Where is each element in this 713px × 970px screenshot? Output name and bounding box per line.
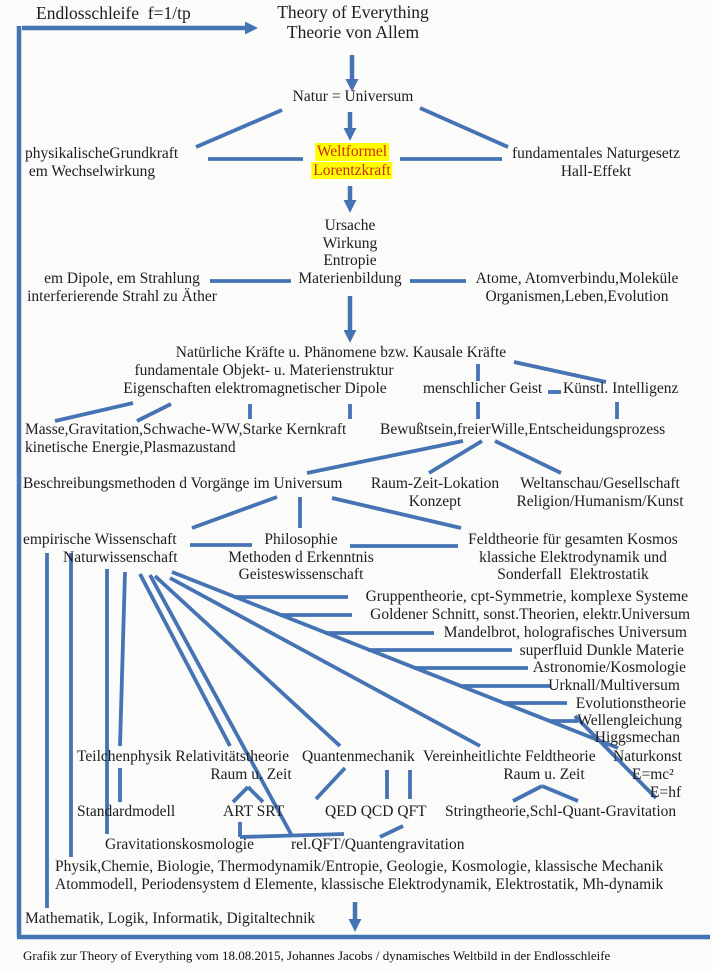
eigenschaften-dipole-line: Eigenschaften elektromagnetischer Dipole — [123, 380, 387, 397]
rel-qft-line: rel.QFT/Quantengravitation — [291, 836, 465, 853]
quantenmechanik — [302, 748, 415, 766]
raum-zeit-1-line: Raum u. Zeit — [210, 766, 292, 783]
theory-of-everything — [277, 3, 429, 42]
astronomie — [533, 659, 686, 677]
art-srt — [223, 803, 284, 821]
philosophie-line: Philosophie — [264, 531, 338, 548]
superfluid-line: superfluid Dunkle Materie — [519, 642, 684, 659]
physikalische-grundkraft — [25, 145, 178, 180]
endlosschleife-label-line: Endlosschleife f=1/tp — [36, 3, 191, 23]
feldtheorie-kosmos-line: klassiche Elektrodynamik und — [479, 548, 667, 566]
teilchenphysik-relativitaet-line: Teilchenphysik Relativitätstheorie — [77, 748, 289, 765]
raum-zeit-lokation-line: Raum-Zeit-Lokation — [370, 475, 500, 492]
weltformel-line: Lorentzkraft — [313, 161, 391, 179]
natur-universum-line: Natur = Universum — [292, 88, 414, 105]
e-mc2 — [632, 766, 674, 784]
philosophie-line: Geisteswissenschaft — [238, 566, 364, 583]
mandelbrot-line: Mandelbrot, holografisches Universum — [443, 624, 687, 641]
atome-evolution-line: Organismen,Leben,Evolution — [485, 287, 669, 305]
masse-gravitation — [25, 421, 346, 456]
caption: Grafik zur Theory of Everything vom 18.08.2015, Johannes Jacobs / dynamisches Weltbild in der Endlosschleife — [23, 948, 611, 963]
gruppentheorie-line: Gruppentheorie, cpt-Symmetrie, komplexe Systeme — [365, 588, 688, 605]
urknall-line: Urknall/Multiversum — [548, 677, 680, 694]
masse-gravitation-line: Masse,Gravitation,Schwache-WW,Starke Kernkraft — [25, 421, 347, 438]
theory-of-everything-line: Theorie von Allem — [286, 21, 420, 42]
physikalische-grundkraft-line: em Wechselwirkung — [25, 162, 156, 180]
beschreibungsmethoden — [23, 475, 342, 493]
dipole-strahlung-line: em Dipole, em Strahlung — [44, 270, 200, 287]
weltformel-line: Weltformel — [316, 143, 388, 160]
stringtheorie — [445, 803, 676, 821]
natur-universum — [293, 88, 414, 106]
feldtheorie-kosmos-line: Sonderfall Elektrostatik — [497, 566, 649, 583]
naturwissenschaft — [63, 549, 178, 567]
weltanschau — [516, 475, 683, 510]
teilchenphysik-relativitaet — [77, 748, 289, 766]
gruppentheorie — [366, 588, 688, 606]
ursache-kette-line: Ursache — [324, 217, 376, 234]
evolutionstheorie — [576, 695, 686, 713]
empirische-wissenschaft — [23, 531, 177, 549]
mathematik — [25, 910, 315, 928]
empirische-wissenschaft-line: empirische Wissenschaft — [23, 531, 177, 548]
gravitationskosmologie-line: Gravitationskosmologie — [105, 836, 254, 853]
menschlicher-geist — [423, 380, 542, 398]
naturwissenschaft-line: Naturwissenschaft — [63, 549, 178, 566]
bewusstsein-line: Bewußtsein,freierWille,Entscheidungsprozess — [380, 421, 666, 438]
endlosschleife-label — [36, 4, 191, 24]
kuenstliche-intelligenz-line: Künstl. Intelligenz — [563, 380, 679, 397]
qed-qcd-qft — [325, 803, 427, 821]
e-hf-line: E=hf — [650, 784, 682, 801]
stringtheorie-line: Stringtheorie,Schl-Quant-Gravitation — [445, 803, 677, 820]
kausale-kraefte — [176, 344, 506, 362]
goldener-schnitt — [370, 606, 690, 624]
feldtheorie-kosmos-line: Feldtheorie für gesamten Kosmos — [468, 531, 678, 548]
fundamentales-naturgesetz-line: Hall-Effekt — [560, 162, 632, 180]
atome-evolution — [476, 270, 679, 305]
fundamentales-naturgesetz-line: fundamentales Naturgesetz — [512, 145, 680, 162]
kausale-kraefte-line: Natürliche Kräfte u. Phänomene bzw. Kausale Kräfte — [175, 344, 507, 361]
gravitationskosmologie — [105, 836, 254, 854]
philosophie — [228, 531, 374, 584]
raum-zeit-2 — [503, 766, 584, 784]
urknall — [548, 677, 680, 695]
ursache-kette — [298, 217, 401, 287]
mathematik-line: Mathematik, Logik, Informatik, Digitaltechnik — [25, 910, 316, 927]
philosophie-line: Methoden d Erkenntnis — [228, 548, 374, 566]
e-mc2-line: E=mc² — [632, 766, 674, 783]
dipole-strahlung — [27, 270, 217, 305]
ursache-kette-line: Materienbildung — [298, 269, 402, 287]
menschlicher-geist-line: menschlicher Geist — [423, 380, 543, 397]
vereinheitlichte-feldtheorie — [423, 748, 596, 766]
physik-liste — [55, 858, 663, 893]
beschreibungsmethoden-line: Beschreibungsmethoden d Vorgänge im Universum — [23, 475, 343, 492]
masse-gravitation-line: kinetische Energie,Plasmazustand — [25, 438, 236, 456]
physik-liste-line: Atommodell, Periodensystem d Elemente, klassische Elektrodynamik, Elektrostatik, Mh-dynamik — [55, 875, 664, 893]
feldtheorie-kosmos — [468, 531, 678, 584]
rel-qft — [291, 836, 464, 854]
fundamentales-naturgesetz — [512, 145, 680, 180]
ursache-kette-line: Entropie — [323, 252, 377, 269]
physikalische-grundkraft-line: physikalischeGrundkraft — [25, 145, 179, 162]
weltanschau-line: Weltanschau/Gesellschaft — [520, 475, 680, 492]
higgsmechan-line: Higgsmechan — [594, 729, 680, 746]
superfluid — [520, 642, 684, 660]
bewusstsein — [380, 421, 665, 439]
raum-zeit-1 — [210, 766, 291, 784]
kuenstliche-intelligenz — [563, 380, 678, 398]
wellengleichung — [577, 712, 682, 730]
naturkonstanten-line: Naturkonst — [613, 748, 682, 765]
materienstruktur-line: fundamentale Objekt- u. Materienstruktur — [134, 362, 394, 379]
weltanschau-line: Religion/Humanism/Kunst — [516, 492, 684, 510]
materienstruktur — [134, 362, 393, 380]
e-hf — [650, 784, 681, 802]
qed-qcd-qft-line: QED QCD QFT — [325, 803, 427, 820]
raum-zeit-lokation — [371, 475, 499, 510]
vereinheitlichte-feldtheorie-line: Vereinheitlichte Feldtheorie — [423, 748, 596, 765]
quantenmechanik-line: Quantenmechanik — [302, 748, 415, 765]
weltformel — [311, 143, 392, 180]
evolutionstheorie-line: Evolutionstheorie — [575, 695, 686, 712]
theory-of-everything-line: Theory of Everything — [277, 2, 429, 22]
wellengleichung-line: Wellengleichung — [577, 712, 682, 729]
ursache-kette-line: Wirkung — [322, 234, 378, 252]
standardmodell-line: Standardmodell — [77, 803, 176, 820]
astronomie-line: Astronomie/Kosmologie — [532, 659, 686, 676]
standardmodell — [77, 803, 175, 821]
physik-liste-line: Physik,Chemie, Biologie, Thermodynamik/Entropie, Geologie, Kosmologie, klassische Mechanik — [55, 858, 664, 875]
dipole-strahlung-line: interferierende Strahl zu Äther — [27, 287, 217, 305]
atome-evolution-line: Atome, Atomverbindu,Moleküle — [475, 270, 679, 287]
art-srt-line: ART SRT — [223, 803, 285, 820]
mandelbrot — [444, 624, 687, 642]
goldener-schnitt-line: Goldener Schnitt, sonst.Theorien, elektr.Universum — [370, 606, 690, 623]
raum-zeit-lokation-line: Konzept — [408, 492, 462, 510]
higgsmechan — [595, 729, 680, 747]
naturkonstanten — [613, 748, 682, 766]
eigenschaften-dipole — [123, 380, 386, 398]
raum-zeit-2-line: Raum u. Zeit — [503, 766, 585, 783]
